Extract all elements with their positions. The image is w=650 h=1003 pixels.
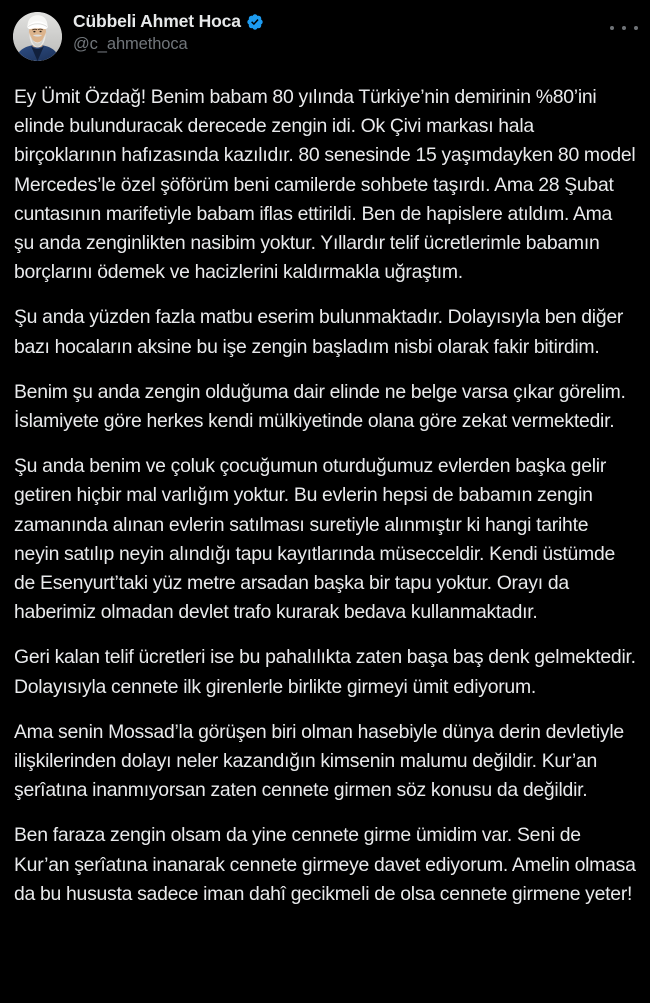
avatar-portrait-icon xyxy=(13,12,62,61)
more-dot xyxy=(634,26,638,30)
tweet-paragraph: Ama senin Mossad’la görüşen biri olman hasebiyle dünya derin devletiyle ilişkilerinden dolayı neler kazandığın kimsenin malumu değildir. Kur’an şerîatına inanmıyorsan zaten cennete girmen söz konusu da değildir. xyxy=(14,720,624,802)
more-dot xyxy=(610,26,614,30)
author-handle[interactable]: @c_ahmethoca xyxy=(73,35,188,53)
tweet-paragraph: Şu anda yüzden fazla matbu eserim bulunmaktadır. Dolayısıyla ben diğer bazı hocaların aksine bu işe zengin başladım nisbi olarak fakir bitirdim. xyxy=(14,306,624,358)
tweet-paragraph: Ben faraza zengin olsam da yine cennete girme ümidim var. Seni de Kur’an şerîatına inanarak cennete girmeye davet ediyorum. Amelin olmasa da bu hususta sadece iman dahî gecikmeli de olsa cennete girmene yeter! xyxy=(14,824,636,905)
tweet-paragraph: Ey Ümit Özdağ! Benim babam 80 yılında Türkiye’nin demirinin %80’ini elinde bulunduracak derecede zengin idi. Ok Çivi markası hala birçoklarının hafızasında kazılıdır. 80 senesinde 15 yaşımdayken 80 model Mercedes’le özel şöförüm beni camilerde sohbete taşırdı. Ama 28 Şubat cuntasının marifetiyle babam iflas ettirildi. Ben de hapislere atıldım. Ama şu anda zenginlikten nasibim yoktur. Yıllardır telif ücretlerimle babamın borçlarını ödemek ve hacizlerini kaldırmakla uğraştım. xyxy=(14,86,636,284)
name-row xyxy=(73,13,264,31)
tweet-header xyxy=(0,0,650,62)
verified-badge-icon xyxy=(246,13,264,31)
tweet-paragraph: Şu anda benim ve çoluk çocuğumun oturduğumuz evlerden başka gelir getiren hiçbir mal varlığım yoktur. Bu evlerin hepsi de babamın zengin zamanında alınan evlerin satılması suretiyle alınmıştır ki hangi tarihte neyin satılıp neyin alındığı tapu kayıtlarında müsecceldir. Kendi üstümde de Esenyurt’taki yüz metre arsadan başka bir tapu yoktur. Orayı da haberimiz olmadan devlet trafo kurarak bedava kullanmaktadır. xyxy=(14,455,616,624)
tweet-paragraph: Geri kalan telif ücretleri ise bu pahalılıkta zaten başa baş denk gelmektedir. Dolayısıyla cennete ilk girenlerle birlikte girmeyi ümit ediyorum. xyxy=(14,646,636,698)
tweet-paragraph: Benim şu anda zengin olduğuma dair elinde ne belge varsa çıkar görelim. İslamiyete göre herkes kendi mülkiyetinde olana göre zekat vermektedir. xyxy=(14,380,626,433)
tweet-text-body xyxy=(0,62,650,909)
more-options-icon[interactable] xyxy=(610,18,638,38)
display-name: Cübbeli Ahmet Hoca xyxy=(73,11,241,32)
more-dot xyxy=(622,26,626,30)
author-identity xyxy=(73,12,264,54)
avatar[interactable] xyxy=(13,12,62,61)
